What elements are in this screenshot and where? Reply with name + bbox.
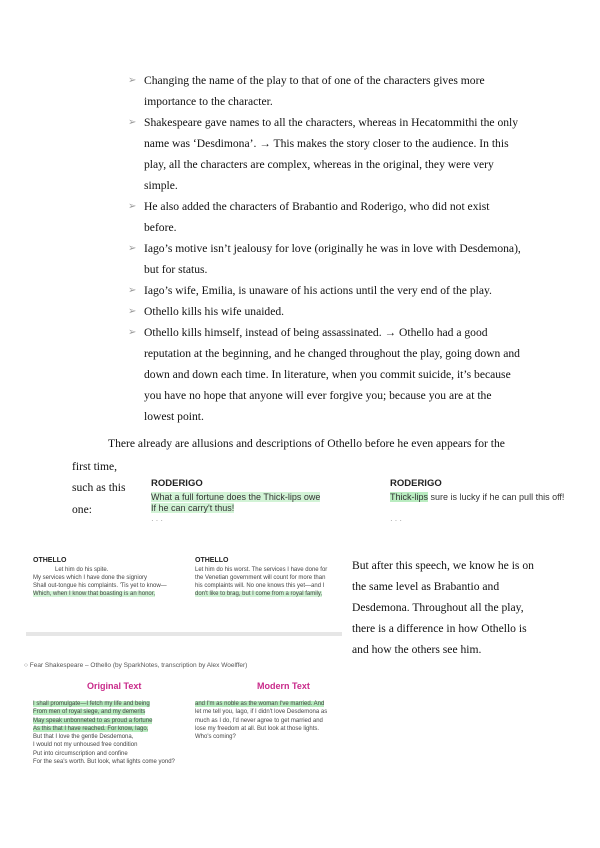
roderigo-modern-speaker: RODERIGO bbox=[390, 478, 442, 489]
section-divider bbox=[26, 632, 342, 636]
modern-text-heading: Modern Text bbox=[257, 681, 310, 691]
roderigo-original-quote bbox=[151, 492, 320, 514]
ellipsis-marker: ··· bbox=[390, 516, 404, 525]
roderigo-modern-highlight: Thick-lips bbox=[390, 492, 429, 502]
bullet-item: ➢ He also added the characters of Brabantio and Roderigo, who did not exist before. bbox=[128, 196, 523, 238]
arrow-bullet-icon: ➢ bbox=[128, 285, 137, 296]
othello-modern-speaker: OTHELLO bbox=[195, 557, 229, 564]
othello-modern-lines: Let him do his worst. The services I have done for the Venetian government will count for more than his complaints will. No one knows this yet—and I don't like to brag, but I come from a royal family, bbox=[195, 567, 328, 597]
roderigo-original-line-1: What a full fortune does the Thick-lips owe bbox=[151, 492, 321, 502]
othello-original-speaker: OTHELLO bbox=[33, 557, 67, 564]
bullet-item: ➢ Changing the name of the play to that of one of the characters gives more importance to the character. bbox=[128, 70, 523, 112]
arrow-bullet-icon: ➢ bbox=[128, 327, 137, 338]
original-text-column: I shall promulgate—I fetch my life and being From men of royal siege, and my demerits May speak unbonneted to as proud a fortune As this that I have reached. For know, Iago, But that I love the gentle Desdemona, I would not my unhoused free condition Put into circumscription and confine For the sea's worth. But look, what lights come yond? bbox=[33, 701, 175, 766]
bullet-item: ➢ Shakespeare gave names to all the characters, whereas in Hecatommithi the only name was ‘Desdimona’. → This makes the story closer to the audience. In this play, all the characters are complex, whereas in the original, they were very simple. bbox=[128, 112, 523, 196]
intro-line-2: first time, bbox=[72, 460, 118, 473]
analysis-paragraph: But after this speech, we know he is on the same level as Brabantio and Desdemona. Throughout all the play, there is a difference in how Othello is and how the others see him. bbox=[352, 559, 534, 656]
arrow-bullet-icon: ➢ bbox=[128, 75, 137, 86]
roderigo-modern-rest: sure is lucky if he can pull this off! bbox=[428, 492, 565, 502]
bullet-item: ➢ Othello kills his wife unaided. bbox=[128, 301, 523, 322]
intro-line-4: one: bbox=[72, 503, 92, 516]
arrow-bullet-icon: ➢ bbox=[128, 306, 137, 317]
bullet-item: ➢ Iago’s wife, Emilia, is unaware of his actions until the very end of the play. bbox=[128, 280, 523, 301]
roderigo-original-line-2: If he can carry't thus! bbox=[151, 503, 235, 513]
bullet-list bbox=[128, 70, 523, 427]
intro-line-3: such as this bbox=[72, 481, 126, 494]
arrow-bullet-icon: ➢ bbox=[128, 117, 137, 128]
source-caption: ○ Fear Shakespeare – Othello (by SparkNotes, transcription by Alex Woelffer) bbox=[24, 662, 248, 669]
original-text-heading: Original Text bbox=[87, 681, 142, 691]
roderigo-original-speaker: RODERIGO bbox=[151, 478, 203, 489]
ellipsis-marker: ··· bbox=[151, 516, 165, 525]
othello-original-lines: Let him do his spite. My services which I have done the signiory Shall out-tongue his complaints. 'Tis yet to know— Which, when I know that boasting is an honor, bbox=[33, 567, 167, 597]
arrow-bullet-icon: ➢ bbox=[128, 201, 137, 212]
roderigo-modern-quote bbox=[390, 492, 564, 503]
intro-line-1: There already are allusions and descriptions of Othello before he even appears for the bbox=[108, 437, 505, 450]
bullet-item: ➢ Othello kills himself, instead of being assassinated. → Othello had a good reputation at the beginning, and he changed throughout the play, going down and down and down each time. In literature, when you commit suicide, it’s because you have no hope that anyone will ever forgive you; because you are at the lowest point. bbox=[128, 322, 523, 427]
modern-text-column: and I'm as noble as the woman I've married. And let me tell you, Iago, if I didn't love Desdemona as much as I do, I'd never agree to get married and lose my freedom at all. But look at those lights. Who's coming? bbox=[195, 701, 328, 741]
arrow-bullet-icon: ➢ bbox=[128, 243, 137, 254]
bullet-item: ➢ Iago’s motive isn’t jealousy for love (originally he was in love with Desdemona), but for status. bbox=[128, 238, 523, 280]
